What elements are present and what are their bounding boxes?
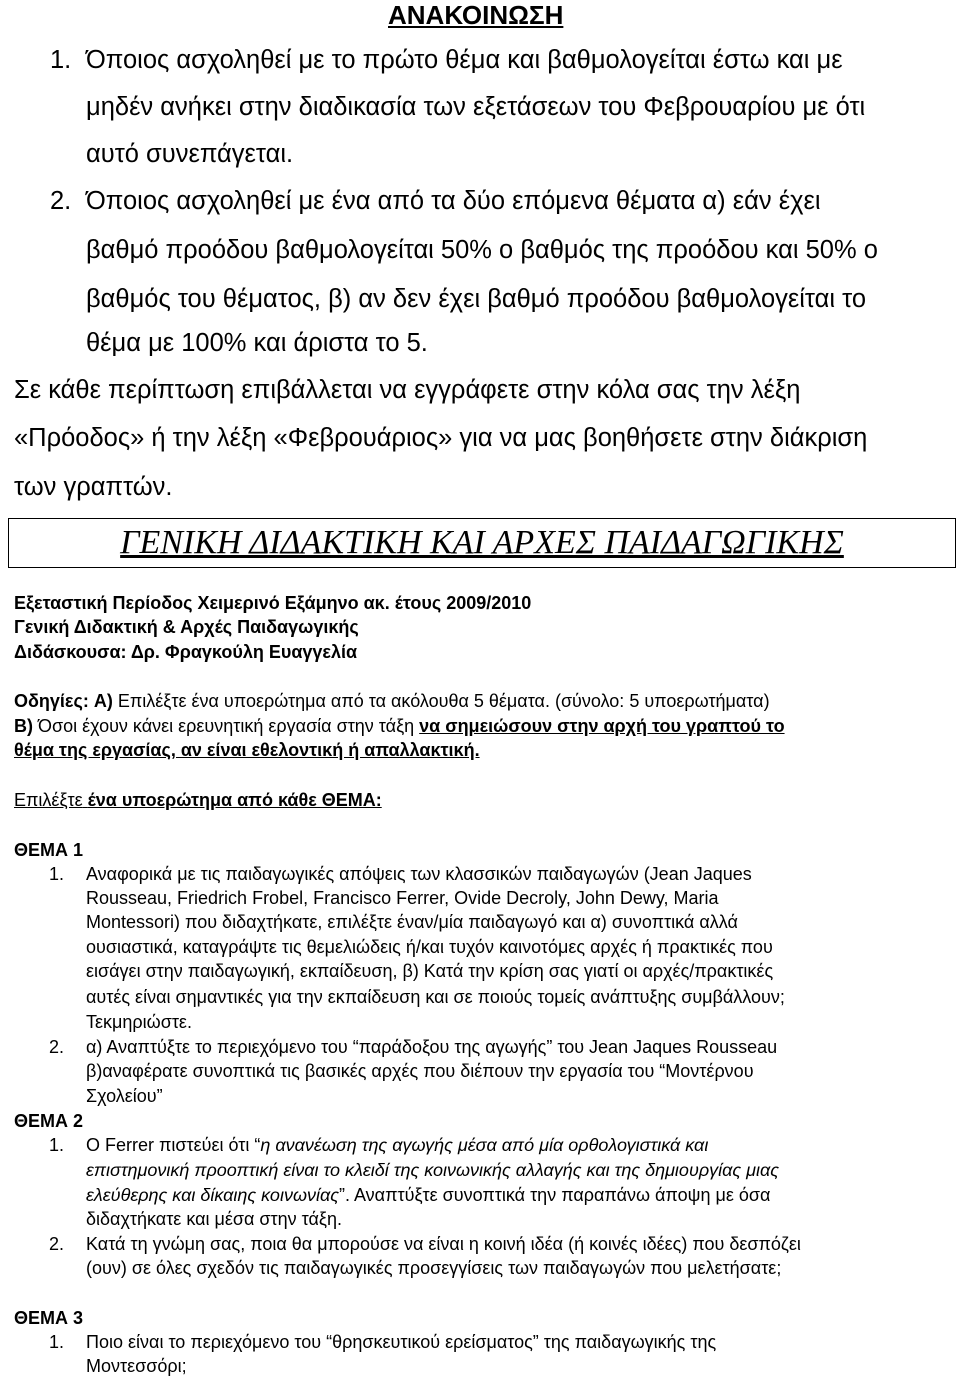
question-number: 2. bbox=[49, 1037, 65, 1057]
question-line: Rousseau, Friedrich Frobel, Francisco Ferrer, Ovide Decroly, John Dewy, Maria bbox=[86, 888, 719, 908]
question-number: 1. bbox=[49, 864, 65, 884]
announcement-title: ΑΝΑΚΟΙΝΩΣΗ bbox=[388, 0, 564, 30]
question-text: Κατά τη γνώμη σας, ποια θα μπορούσε να είναι η κοινή ιδέα (ή κοινές ιδέες) που δεσπόζει bbox=[86, 1234, 801, 1254]
question-line: ουσιαστικά, καταγράψτε τις θεμελιώδεις ή/και τυχόν καινοτόμες αρχές ή πρακτικές που bbox=[86, 937, 773, 957]
exam-period: Εξεταστική Περίοδος Χειμερινό Εξάμηνο ακ. έτους 2009/2010 bbox=[14, 593, 532, 613]
announcement-line: Όποιος ασχοληθεί με το πρώτο θέμα και βαθμολογείται έστω και με bbox=[86, 46, 843, 74]
announcement-line: μηδέν ανήκει στην διαδικασία των εξετάσεων του Φεβρουαρίου με ότι bbox=[86, 93, 866, 121]
theme-title: ΘΕΜΑ 3 bbox=[14, 1308, 84, 1328]
announcement-item-1 bbox=[50, 45, 843, 75]
question-text: ”. Αναπτύξτε συνοπτικά την παραπάνω άποψη με όσα bbox=[338, 1185, 771, 1205]
question-text: Ποιο είναι το περιεχόμενο του “θρησκευτικού ερείσματος” της παιδαγωγικής της bbox=[86, 1332, 717, 1352]
instructions-a-label: Α) bbox=[93, 691, 113, 711]
instructions-b-emphasis: να σημειώσουν στην αρχή του γραπτού το bbox=[419, 716, 785, 736]
question-text: α) Αναπτύξτε το περιεχόμενο του “παράδοξου της αγωγής” του Jean Jaques Rousseau bbox=[86, 1037, 778, 1057]
question-line: Montessori) που διδαχτήκατε, επιλέξτε έναν/μία παιδαγωγό και α) συνοπτικά αλλά bbox=[86, 912, 738, 932]
instructions-a-text: Επιλέξτε ένα υποερώτημα από τα ακόλουθα 5 θέματα. (σύνολο: 5 υποερωτήματα) bbox=[117, 691, 770, 711]
question-line bbox=[49, 1134, 709, 1156]
announcement-line: αυτό συνεπάγεται. bbox=[86, 140, 294, 168]
question-text: Αναφορικά με τις παιδαγωγικές απόψεις των κλασσικών παιδαγωγών (Jean Jaques bbox=[86, 864, 752, 884]
question-text: Ο Ferrer πιστεύει ότι “ bbox=[86, 1135, 261, 1155]
question-number: 1. bbox=[49, 1332, 65, 1352]
question-line: Τεκμηριώστε. bbox=[86, 1012, 192, 1032]
choose-instruction bbox=[14, 789, 382, 811]
choose-bold: ένα υποερώτημα από κάθε ΘΕΜΑ: bbox=[87, 790, 382, 810]
question-line bbox=[49, 1233, 801, 1255]
question-line: εισάγει στην παιδαγωγική, εκπαίδευση, β) Κατά την κρίση σας γιατί οι αρχές/πρακτικές bbox=[86, 961, 774, 981]
question-line bbox=[49, 1331, 717, 1353]
instructions-b-label: Β) bbox=[14, 716, 33, 736]
question-line: Μοντεσσόρι; bbox=[86, 1356, 187, 1376]
question-line: διδαχτήκατε και μέσα στην τάξη. bbox=[86, 1209, 342, 1229]
question-line: Σχολείου” bbox=[86, 1086, 163, 1106]
announcement-note-line: των γραπτών. bbox=[14, 473, 173, 501]
instructions-b-emphasis: θέμα της εργασίας, αν είναι εθελοντική ή απαλλακτική. bbox=[14, 740, 480, 760]
instructions-label: Οδηγίες: bbox=[14, 691, 89, 711]
question-line: β)αναφέρατε συνοπτικά τις βασικές αρχές που διέπουν την εργασία του “Μοντέρνου bbox=[86, 1061, 754, 1081]
question-line bbox=[49, 1036, 778, 1058]
question-line: (ουν) σε όλες σχεδόν τις παιδαγωγικές προσεγγίσεις των παιδαγωγών που μελετήσατε; bbox=[86, 1258, 782, 1278]
instructions-b-text: Όσοι έχουν κάνει ερευνητική εργασία στην τάξη bbox=[38, 716, 415, 736]
announcement-note-line: Σε κάθε περίπτωση επιβάλλεται να εγγράφετε στην κόλα σας την λέξη bbox=[14, 376, 801, 404]
instructions-a bbox=[14, 690, 770, 712]
question-quote: η ανανέωση της αγωγής μέσα από μία ορθολογιστικά και bbox=[260, 1135, 709, 1155]
choose-prefix: Επιλέξτε bbox=[14, 790, 83, 810]
announcement-item-2 bbox=[50, 186, 821, 216]
question-quote: ελεύθερης και δίκαιης κοινωνίας bbox=[86, 1185, 339, 1205]
announcement-line: βαθμός του θέματος, β) αν δεν έχει βαθμό προόδου βαθμολογείται το bbox=[86, 285, 867, 313]
theme-title: ΘΕΜΑ 1 bbox=[14, 840, 84, 860]
question-quote: επιστημονική προοπτική είναι το κλειδί της κοινωνικής αλλαγής και της δημιουργίας μιας bbox=[86, 1160, 780, 1180]
question-line: αυτές είναι σημαντικές για την εκπαίδευση και σε ποιούς τομείς ανάπτυξης συμβάλλουν; bbox=[86, 987, 785, 1007]
instructor: Διδάσκουσα: Δρ. Φραγκούλη Ευαγγελία bbox=[14, 642, 358, 662]
theme-title: ΘΕΜΑ 2 bbox=[14, 1111, 84, 1131]
instructions-b bbox=[14, 715, 785, 737]
announcement-line: θέμα με 100% και άριστα το 5. bbox=[86, 329, 428, 357]
question-number: 2. bbox=[49, 1234, 65, 1254]
announcement-note-line: «Πρόοδος» ή την λέξη «Φεβρουάριος» για να μας βοηθήσετε στην διάκριση bbox=[14, 424, 868, 452]
course-name: Γενική Διδακτική & Αρχές Παιδαγωγικής bbox=[14, 617, 359, 637]
question-line bbox=[49, 863, 752, 885]
item-number: 1. bbox=[50, 46, 72, 74]
announcement-line: Όποιος ασχοληθεί με ένα από τα δύο επόμενα θέματα α) εάν έχει bbox=[86, 187, 821, 215]
announcement-line: βαθμό προόδου βαθμολογείται 50% ο βαθμός της προόδου και 50% ο bbox=[86, 236, 878, 264]
question-line bbox=[86, 1184, 770, 1206]
question-number: 1. bbox=[49, 1135, 65, 1155]
course-banner: ΓΕΝΙΚΗ ΔΙΔΑΚΤΙΚΗ ΚΑΙ ΑΡΧΕΣ ΠΑΙΔΑΓΩΓΙΚΗΣ bbox=[8, 518, 956, 568]
item-number: 2. bbox=[50, 187, 72, 215]
